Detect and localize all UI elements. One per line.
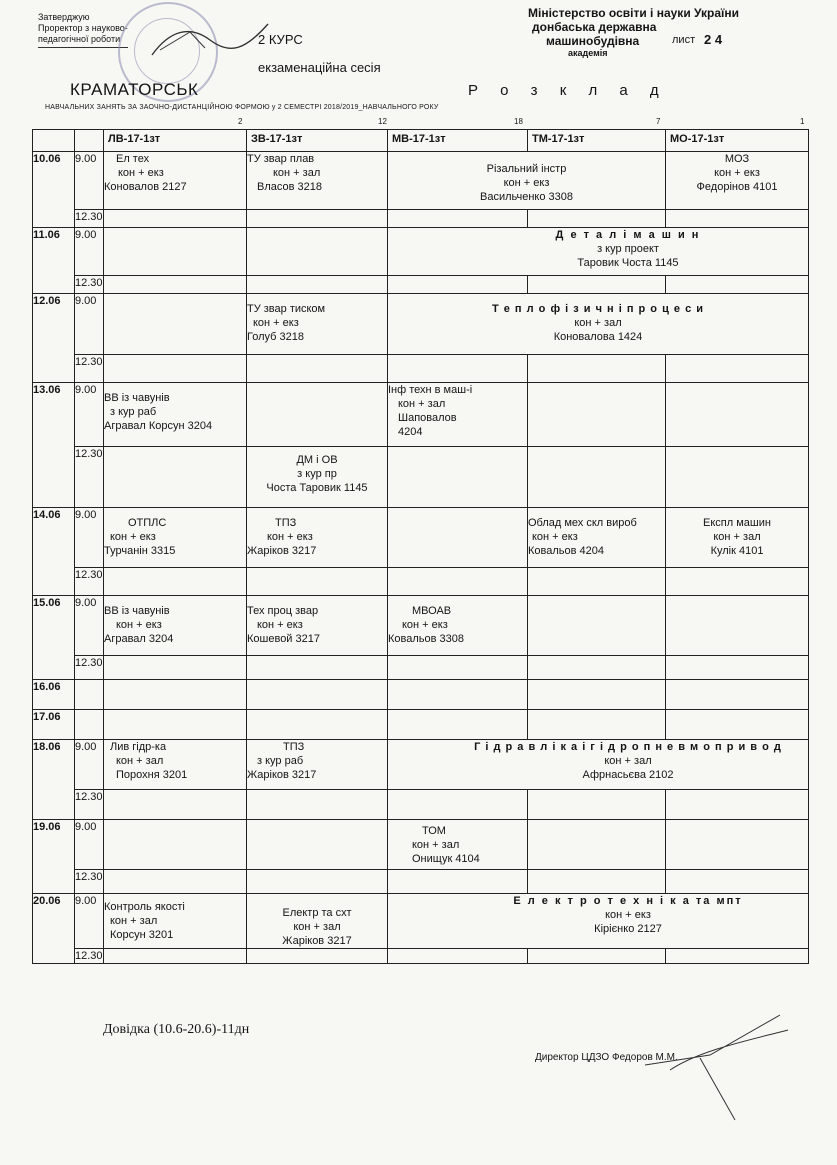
director-signature-mark bbox=[640, 1010, 790, 1130]
time-label: 12.30 bbox=[75, 950, 103, 962]
sheet-number: 2 4 bbox=[704, 32, 723, 47]
approval-line: Затверджую bbox=[38, 12, 90, 22]
group-header: ЛВ-17-1зт bbox=[104, 130, 247, 152]
table-row bbox=[33, 508, 809, 568]
director-signature-label: Директор ЦДЗО Федоров М.М. bbox=[535, 1052, 678, 1063]
lesson-cell: Контроль якості кон + зал Корсун 3201 bbox=[104, 894, 247, 949]
lesson-cell: ДМ і ОВ з кур пр Чоста Таровик 1145 bbox=[247, 447, 388, 508]
day-label: 10.06 bbox=[33, 152, 75, 228]
header-row bbox=[33, 130, 809, 152]
approval-line: Проректор з науково- bbox=[38, 23, 128, 33]
group-header: МВ-17-1зт bbox=[388, 130, 528, 152]
table-row bbox=[33, 152, 809, 210]
page-title: Р о з к л а д bbox=[468, 82, 668, 99]
lesson-cell: Тех проц звар кон + екз Кошевой 3217 bbox=[247, 596, 388, 656]
column-number: 12 bbox=[378, 117, 387, 126]
table-row bbox=[33, 949, 809, 964]
table-row bbox=[33, 383, 809, 447]
column-number: 1 bbox=[800, 117, 805, 126]
lesson-cell: Інф техн в маш-і кон + зал Шаповалов 4204 bbox=[388, 383, 528, 447]
course-label: 2 КУРС bbox=[258, 32, 303, 47]
lesson-cell: ТОМ кон + зал Онищук 4104 bbox=[388, 820, 528, 870]
ministry-line: академія bbox=[568, 48, 608, 58]
ministry-line: Міністерство освіти і науки України bbox=[528, 6, 740, 20]
group-header: МО-17-1зт bbox=[666, 130, 809, 152]
table-row bbox=[33, 228, 809, 276]
lesson-cell: ВВ із чавунів кон + екз Агравал 3204 bbox=[104, 596, 247, 656]
column-number: 18 bbox=[514, 117, 523, 126]
time-label: 12.30 bbox=[75, 656, 104, 680]
lesson-cell: Лив гідр-ка кон + зал Порохня 3201 bbox=[104, 740, 247, 790]
time-label: 9.00 bbox=[75, 294, 104, 355]
time-label: 12.30 bbox=[75, 870, 104, 894]
schedule-table bbox=[32, 129, 809, 964]
time-label: 12.30 bbox=[75, 447, 104, 508]
time-label: 12.30 bbox=[75, 790, 104, 820]
lesson-cell: ТУ звар плав кон + зал Власов 3218 bbox=[247, 152, 388, 210]
lesson-cell: Е л е к т р о т е х н і к а та мпт кон + екз Кірієнко 2127 bbox=[388, 894, 809, 949]
lesson-cell: ОТПЛС кон + екз Турчанін 3315 bbox=[104, 508, 247, 568]
day-label: 16.06 bbox=[33, 680, 75, 710]
time-label: 9.00 bbox=[75, 383, 104, 447]
table-row bbox=[33, 568, 809, 596]
lesson-cell: МВОАВ кон + екз Ковальов 3308 bbox=[388, 596, 528, 656]
approval-block bbox=[38, 12, 128, 48]
group-header: ЗВ-17-1зт bbox=[247, 130, 388, 152]
signature-mark bbox=[150, 20, 270, 60]
day-label: 18.06 bbox=[33, 740, 75, 820]
day-label: 19.06 bbox=[33, 820, 75, 894]
table-row bbox=[33, 820, 809, 870]
time-label: 12.30 bbox=[75, 276, 104, 294]
lesson-cell: ТПЗ з кур раб Жаріков 3217 bbox=[247, 740, 388, 790]
day-label: 17.06 bbox=[33, 710, 75, 740]
day-label: 15.06 bbox=[33, 596, 75, 680]
footer-note: Довідка (10.6-20.6)-11дн bbox=[103, 1022, 250, 1037]
lesson-cell: ТУ звар тиском кон + екз Голуб 3218 bbox=[247, 294, 388, 355]
lesson-cell: МОЗ кон + екз Федорінов 4101 bbox=[666, 152, 809, 210]
time-label: 12.30 bbox=[75, 355, 104, 383]
table-row bbox=[33, 894, 809, 949]
lesson-cell: ТПЗ кон + екз Жаріков 3217 bbox=[247, 508, 388, 568]
time-label: 9.00 bbox=[75, 820, 104, 870]
page-subtitle: НАВЧАЛЬНИХ ЗАНЯТЬ ЗА ЗАОЧНО-ДИСТАНЦІЙНОЮ ФОРМОЮ у 2 СЕМЕСТРІ 2018/2019_НАВЧАЛЬНОГО РОКУ bbox=[45, 104, 439, 111]
column-number: 7 bbox=[656, 117, 661, 126]
day-label: 20.06 bbox=[33, 894, 75, 964]
lesson-cell: Ел тех кон + екз Коновалов 2127 bbox=[104, 152, 247, 210]
lesson-cell: ВВ із чавунів з кур раб Агравал Корсун 3204 bbox=[104, 383, 247, 447]
column-number: 2 bbox=[238, 117, 243, 126]
table-row bbox=[33, 447, 809, 508]
time-label: 9.00 bbox=[75, 740, 104, 790]
day-label: 13.06 bbox=[33, 383, 75, 508]
lesson-cell: Електр та схт кон + зал Жаріков 3217 bbox=[247, 894, 388, 949]
table-row bbox=[33, 294, 809, 355]
signature-line bbox=[38, 47, 128, 48]
table-row bbox=[33, 680, 809, 710]
table-row bbox=[33, 740, 809, 790]
time-label: 9.00 bbox=[75, 152, 104, 210]
table-row bbox=[33, 596, 809, 656]
ministry-line: машинобудівна bbox=[546, 34, 640, 48]
table-row bbox=[33, 710, 809, 740]
lesson-cell: Облад мех скл виpоб кон + екз Ковальов 4204 bbox=[528, 508, 666, 568]
table-row bbox=[33, 210, 809, 228]
lesson-cell: Д е т а л і м а ш и н з кур проект Таровик Чоста 1145 bbox=[388, 228, 809, 276]
ministry-line: донбаська державна bbox=[532, 20, 657, 34]
time-label: 9.00 bbox=[75, 508, 104, 568]
time-label: 12.30 bbox=[75, 568, 104, 596]
day-label: 11.06 bbox=[33, 228, 75, 294]
time-label: 9.00 bbox=[75, 596, 104, 656]
time-label: 12.30 bbox=[75, 210, 104, 228]
lesson-cell: Експл машин кон + зал Кулік 4101 bbox=[666, 508, 809, 568]
lesson-cell: Різальний інстр кон + екз Васильченко 3308 bbox=[388, 152, 666, 210]
day-label: 12.06 bbox=[33, 294, 75, 383]
time-label: 9.00 bbox=[75, 894, 104, 949]
approval-line: педагогічної роботи bbox=[38, 34, 121, 44]
table-row bbox=[33, 355, 809, 383]
sheet-label: лист bbox=[672, 34, 696, 46]
city-label: КРАМАТОРСЬК bbox=[70, 80, 199, 99]
lesson-cell: Г і д р а в л і к а і г і д р о п н е в м о п р и в о д кон + зал Афрнасьєва 2102 bbox=[388, 740, 809, 790]
table-row bbox=[33, 790, 809, 820]
time-label: 9.00 bbox=[75, 228, 104, 276]
group-header: ТМ-17-1зт bbox=[528, 130, 666, 152]
table-row bbox=[33, 656, 809, 680]
day-label: 14.06 bbox=[33, 508, 75, 596]
session-label: екзаменаційна сесія bbox=[258, 60, 381, 75]
lesson-cell: Т е п л о ф і з и ч н і п р о ц е с и кон + зал Коновалова 1424 bbox=[388, 294, 809, 355]
table-row bbox=[33, 276, 809, 294]
table-row bbox=[33, 870, 809, 894]
